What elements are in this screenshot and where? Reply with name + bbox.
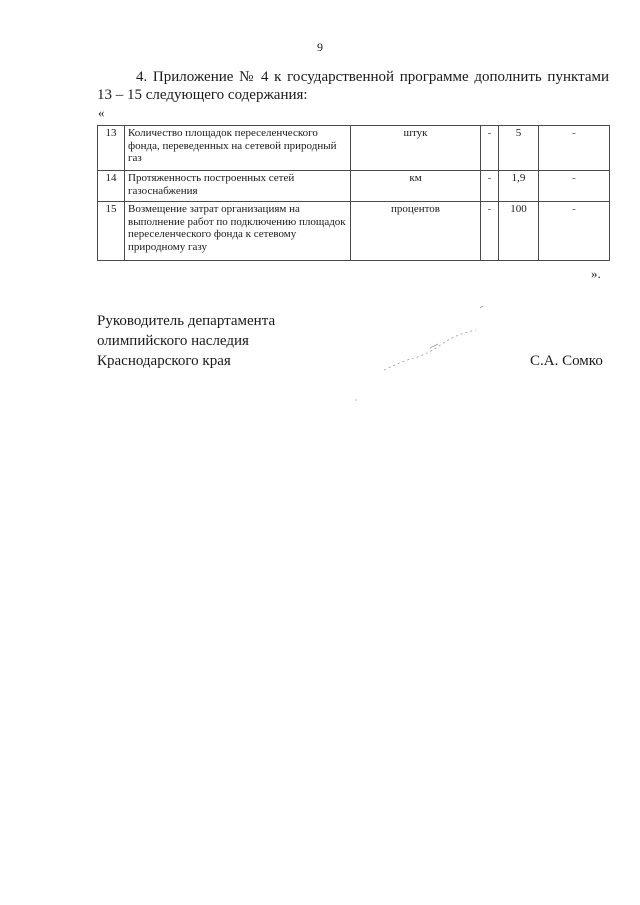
value-cell-1: - xyxy=(481,202,499,261)
table-row xyxy=(98,171,610,202)
value-cell-3: - xyxy=(539,202,610,261)
value-cell-2: 100 xyxy=(499,202,539,261)
row-number: 14 xyxy=(98,171,125,202)
value-cell-2: 1,9 xyxy=(499,171,539,202)
indicator-name: Количество площадок переселенческого фонда, переведенных на сетевой природный газ xyxy=(125,126,351,171)
closing-quote-mark: ». xyxy=(591,266,601,281)
value-cell-1: - xyxy=(481,126,499,171)
opening-quote-mark: « xyxy=(98,105,105,120)
table-row xyxy=(98,126,610,171)
signatory-title-line: Краснодарского края xyxy=(97,353,231,369)
signatory-title-line: олимпийского наследия xyxy=(97,333,249,349)
value-cell-3: - xyxy=(539,171,610,202)
unit-cell: штук xyxy=(351,126,481,171)
unit-cell: км xyxy=(351,171,481,202)
row-number: 15 xyxy=(98,202,125,261)
scan-speck xyxy=(354,398,358,402)
table-row xyxy=(98,202,610,261)
signatory-title xyxy=(97,311,275,371)
unit-cell: процентов xyxy=(351,202,481,261)
signatory-name: С.А. Сомко xyxy=(530,353,603,369)
indicator-name: Возмещение затрат организациям на выполнение работ по подключению площадок переселенческого фонда к сетевому природному газу xyxy=(125,202,351,261)
value-cell-1: - xyxy=(481,171,499,202)
value-cell-2: 5 xyxy=(499,126,539,171)
page-number: 9 xyxy=(317,40,323,54)
indicator-name: Протяженность построенных сетей газоснабжения xyxy=(125,171,351,202)
signatory-title-line: Руководитель департамента xyxy=(97,313,276,329)
amendment-paragraph: 4. Приложение № 4 к государственной программе дополнить пунктами 13 – 15 следующего содержания: xyxy=(97,69,609,103)
value-cell-3: - xyxy=(539,126,610,171)
indicators-table xyxy=(97,125,610,261)
faint-signature-mark xyxy=(380,300,500,380)
row-number: 13 xyxy=(98,126,125,171)
